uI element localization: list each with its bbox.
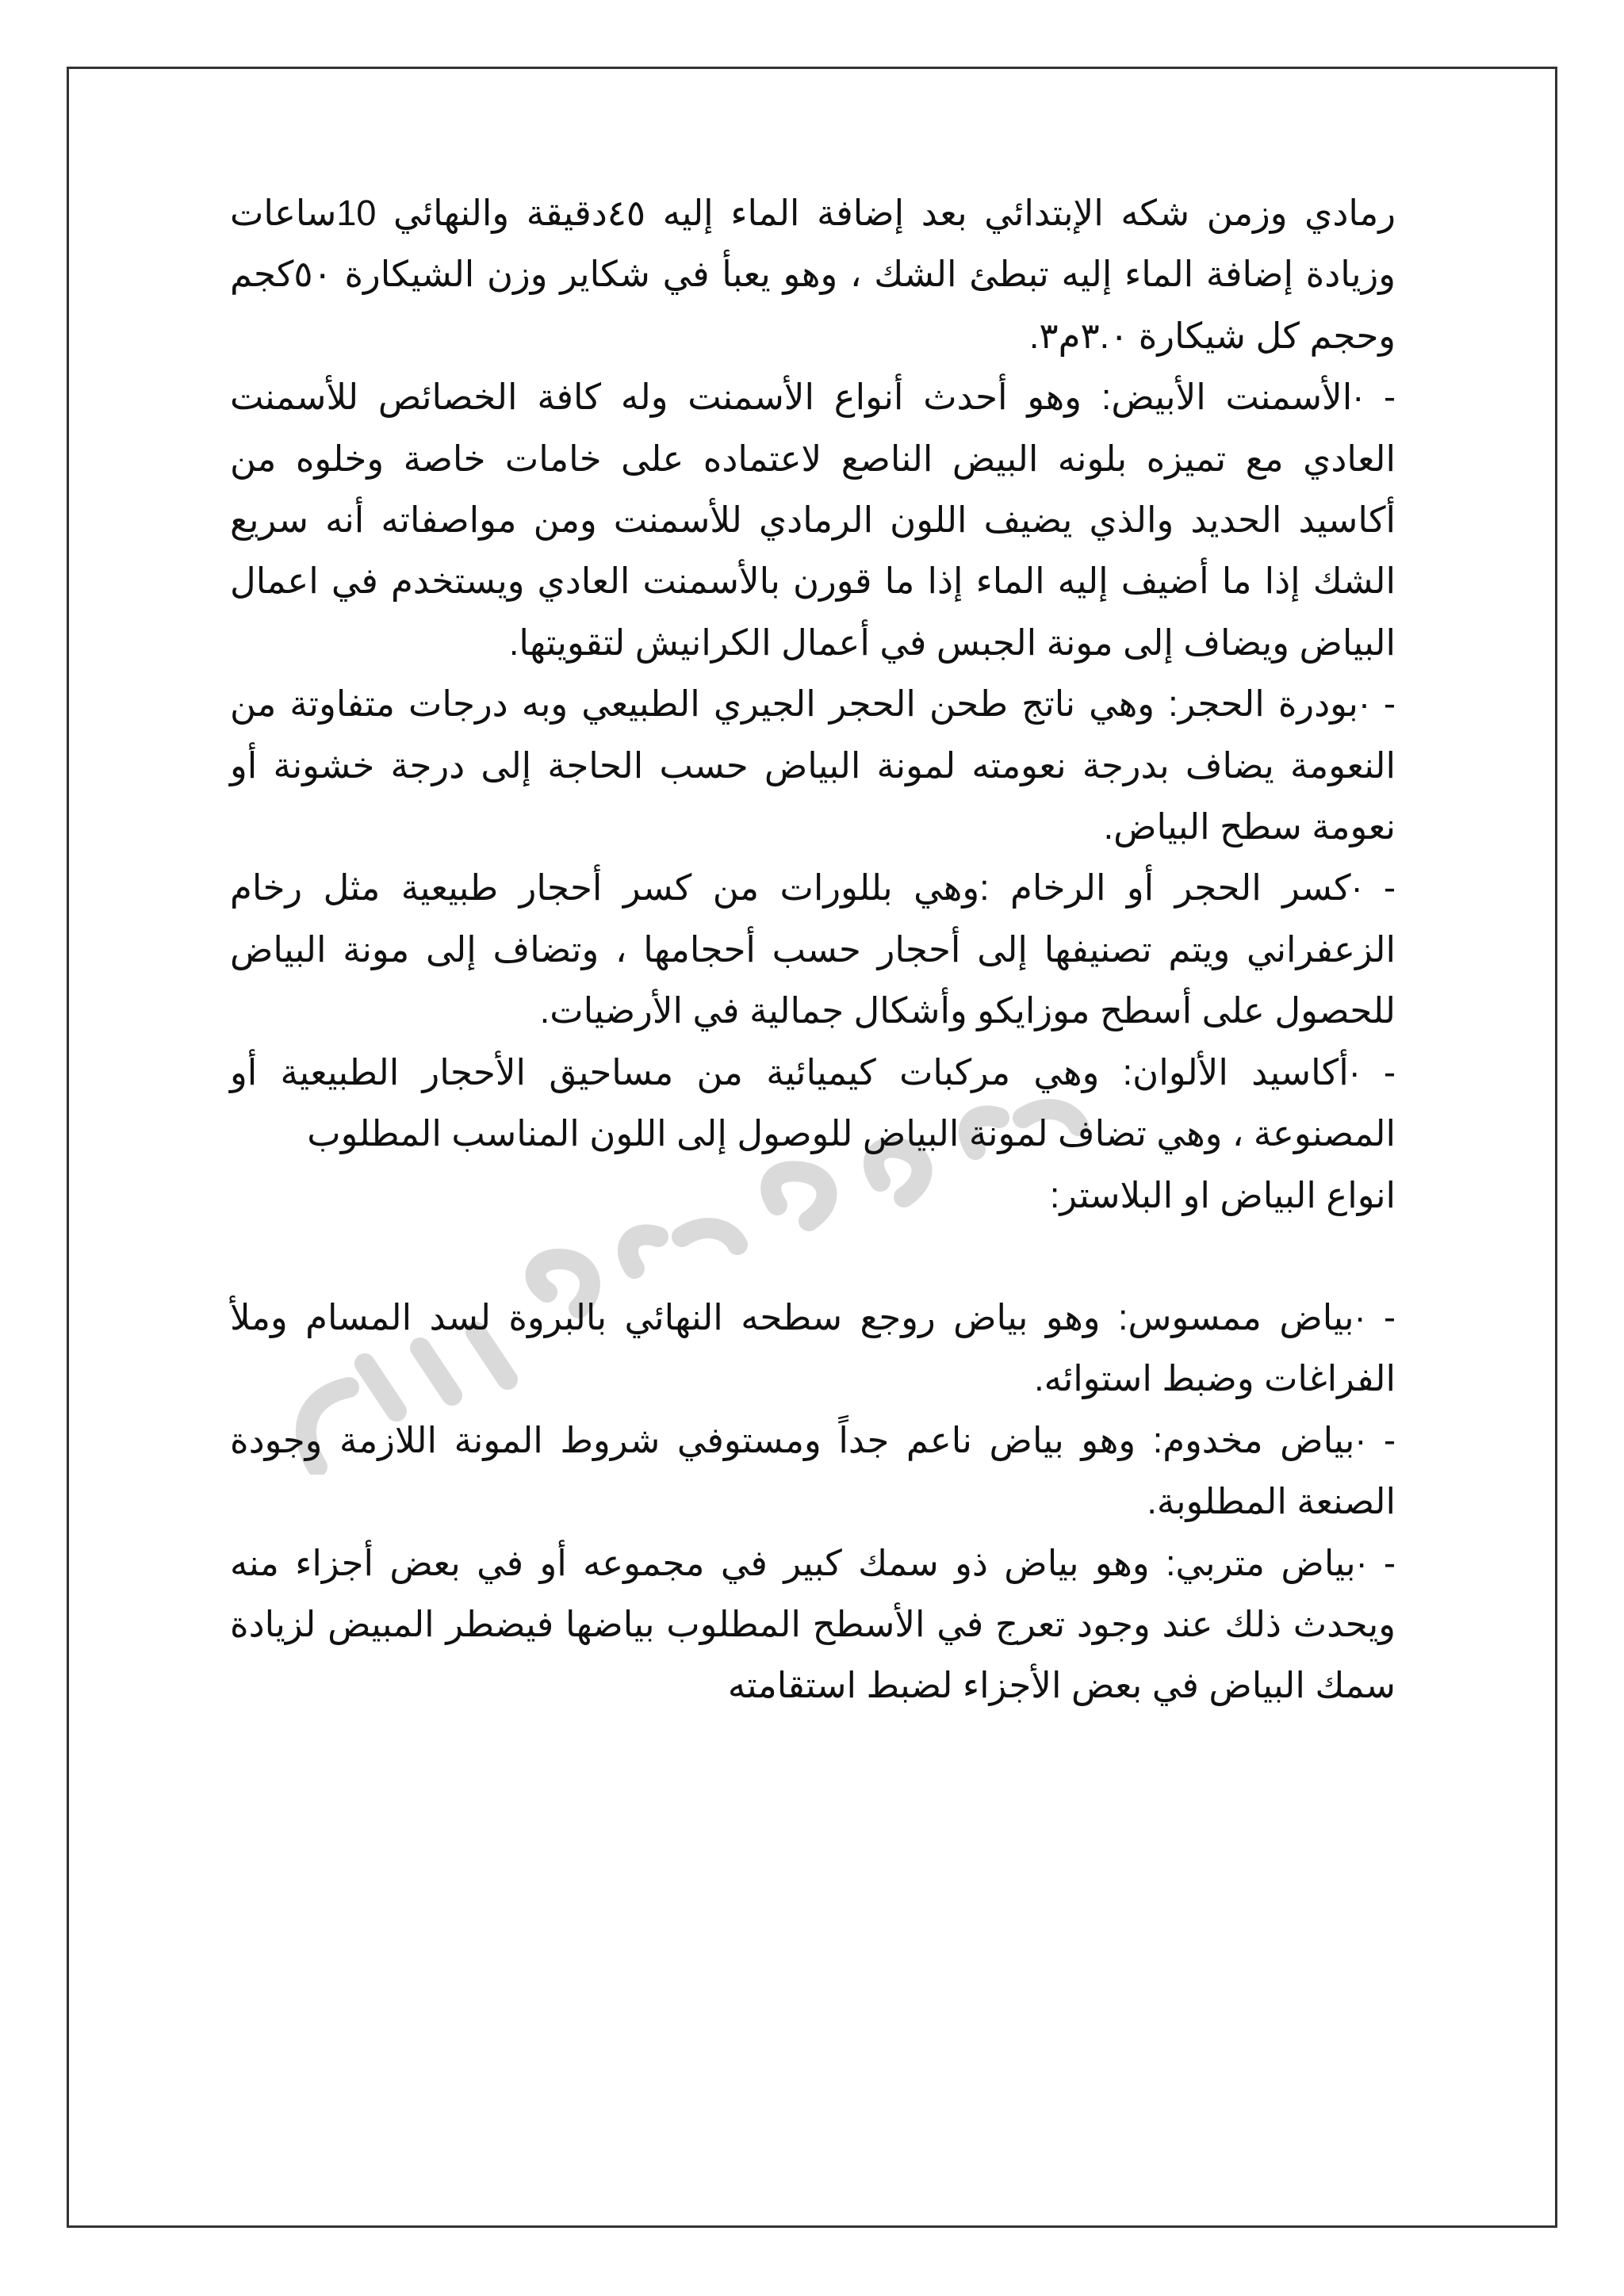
section-heading-plaster-types: انواع البياض او البلاستر:: [1049, 1174, 1396, 1215]
paragraph-fine-plaster: - ·بياض مخدوم: وهو بياض ناعم جداً ومستوفي شروط المونة اللازمة وجودة الصنعة المطلوبة.: [230, 1419, 1396, 1522]
paragraph-smoothed-plaster: - ·بياض ممسوس: وهو بياض روجع سطحه النهائي بالبروة لسد المسام وملأ الفراغات وضبط استوائه.: [230, 1296, 1396, 1399]
document-body: [230, 182, 1396, 1716]
paragraph-white-cement: - ·الأسمنت الأبيض: وهو أحدث أنواع الأسمنت وله كافة الخصائص للأسمنت العادي مع تميزه بلونه البيض الناصع لاعتماده على خامات خاصة وخلوه من أكاسيد الحديد والذي يضيف اللون الرمادي للأسمنت ومن مواصفاته أنه سريع الشك إذا ما أضيف إليه الماء إذا ما قورن بالأسمنت العادي ويستخدم في اعمال البياض ويضاف إلى مونة الجبس في أعمال الكرانيش لتقويتها.: [230, 377, 1396, 663]
paragraph-grey-cement: رمادي وزمن شكه الإبتدائي بعد إضافة الماء إليه ٤٥دقيقة والنهائي 10ساعات وزيادة إضافة الماء إليه تبطئ الشك ، وهو يعبأ في شكاير وزن الشيكارة ٥٠كجم وحجم كل شيكارة ٣.٠م٣.: [230, 193, 1396, 356]
paragraph-stone-powder: - ·بودرة الحجر: وهي ناتج طحن الحجر الجيري الطبيعي وبه درجات متفاوتة من النعومة يضاف بدرجة نعومته لمونة البياض حسب الحاجة إلى درجة خشونة أو نعومة سطح البياض.: [230, 683, 1396, 848]
blank-line: [230, 1226, 1396, 1287]
paragraph-thick-plaster: - ·بياض متربي: وهو بياض ذو سمك كبير في مجموعه أو في بعض أجزاء منه ويحدث ذلك عند وجود تعرج في الأسطح المطلوب بياضها فيضطر المبيض لزيادة سمك البياض في بعض الأجزاء لضبط استقامته: [230, 1542, 1396, 1706]
paragraph-crushed-stone: - ·كسر الحجر أو الرخام :وهي بللورات من كسر أحجار طبيعية مثل رخام الزعفراني ويتم تصنيفها إلى أحجار حسب أحجامها ، وتضاف إلى مونة البياض للحصول على أسطح موزايكو وأشكال جمالية في الأرضيات.: [230, 867, 1396, 1031]
paragraph-color-oxides: - ·أكاسيد الألوان: وهي مركبات كيميائية من مساحيق الأحجار الطبيعية أو المصنوعة ، وهي تضاف لمونة البياض للوصول إلى اللون المناسب المطلوب: [230, 1051, 1396, 1154]
